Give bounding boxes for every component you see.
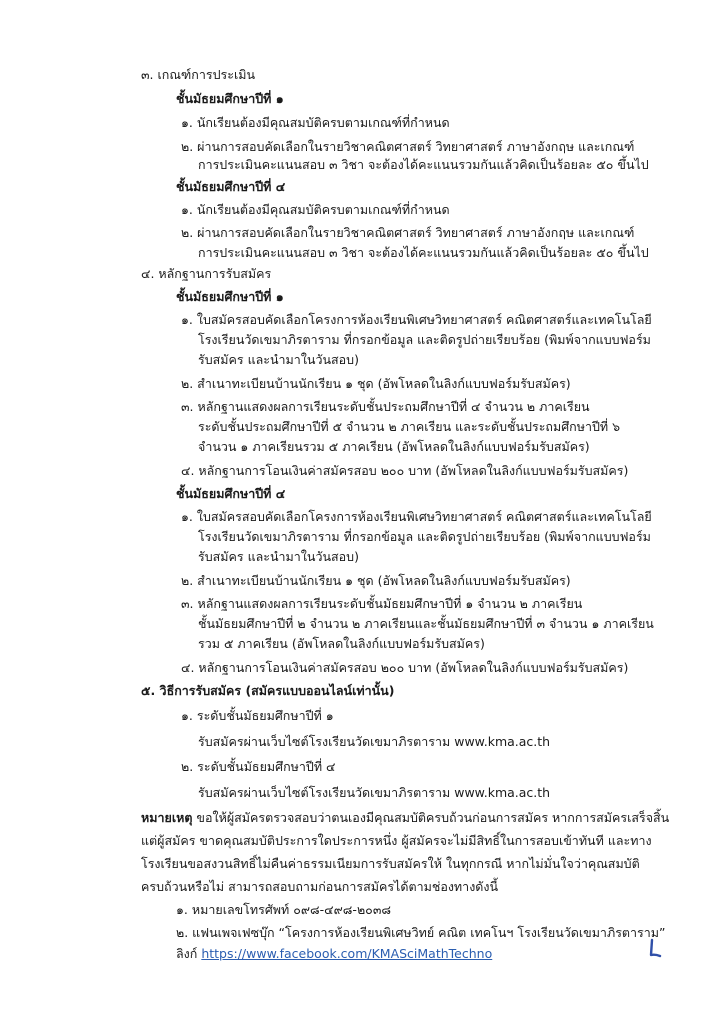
facebook-link[interactable]: https://www.facebook.com/KMASciMathTechno [201,946,493,961]
s5-level-1: ๑. ระดับชั้นมัธยมศึกษาปีที่ ๑ [181,708,334,723]
s3-m1-item-2-line-2: การประเมินคะแนนสอบ ๓ วิชา จะต้องได้คะแนนรวมกันแล้วคิดเป็นร้อยละ ๕๐ ขึ้นไป [198,157,649,172]
s3-m4-item-2-line-1: ๒. ผ่านการสอบคัดเลือกในรายวิชาคณิตศาสตร์ วิทยาศาสตร์ ภาษาอังกฤษ และเกณฑ์ [181,225,635,240]
note-label: หมายเหตุ [141,810,193,825]
s5-level-2-website: รับสมัครผ่านเว็บไซต์โรงเรียนวัดเขมาภิรตาราม www.kma.ac.th [198,785,551,800]
s4-m1-item-3-line-2: ระดับชั้นประถมศึกษาปีที่ ๕ จำนวน ๒ ภาคเรียน และระดับชั้นประถมศึกษาปีที่ ๖ [198,419,621,434]
s3-m1-item-2-line-1: ๒. ผ่านการสอบคัดเลือกในรายวิชาคณิตศาสตร์ วิทยาศาสตร์ ภาษาอังกฤษ และเกณฑ์ [181,139,635,154]
s4-m1-item-1-line-1: ๑. ใบสมัครสอบคัดเลือกโครงการห้องเรียนพิเศษวิทยาศาสตร์ คณิตศาสตร์และเทคโนโลยี [181,312,652,327]
s4-m4-item-3-line-2: ชั้นมัธยมศึกษาปีที่ ๒ จำนวน ๒ ภาคเรียนและชั้นมัธยมศึกษาปีที่ ๓ จำนวน ๑ ภาคเรียน [198,616,654,631]
s4-m4-item-1-line-2: โรงเรียนวัดเขมาภิรตาราม ที่กรอกข้อมูล และติดรูปถ่ายเรียบร้อย (พิมพ์จากแบบฟอร์ม [198,529,651,544]
section-4-heading: ๔. หลักฐานการรับสมัคร [141,266,272,281]
s4-m1-item-1-line-2: โรงเรียนวัดเขมาภิรตาราม ที่กรอกข้อมูล และติดรูปถ่ายเรียบร้อย (พิมพ์จากแบบฟอร์ม [198,332,651,347]
s4-m1-item-3-line-3: จำนวน ๑ ภาคเรียนรวม ๕ ภาคเรียน (อัพโหลดในลิงก์แบบฟอร์มรับสมัคร) [198,439,590,454]
note-line-2: แต่ผู้สมัคร ขาดคุณสมบัติประการใดประการหนึ่ง ผู้สมัครจะไม่มีสิทธิ์ในการสอบเข้าทันที และทาง [141,833,652,848]
s4-m4-item-1-line-1: ๑. ใบสมัครสอบคัดเลือกโครงการห้องเรียนพิเศษวิทยาศาสตร์ คณิตศาสตร์และเทคโนโลยี [181,509,652,524]
s4-m4-item-3-line-1: ๓. หลักฐานแสดงผลการเรียนระดับชั้นมัธยมศึกษาปีที่ ๑ จำนวน ๒ ภาคเรียน [181,596,583,611]
s4-m1-item-1-line-3: รับสมัคร และนำมาในวันสอบ) [198,352,359,367]
s3-m4-item-1: ๑. นักเรียนต้องมีคุณสมบัติครบตามเกณฑ์ที่กำหนด [181,202,450,217]
s4-m1-item-3-line-1: ๓. หลักฐานแสดงผลการเรียนระดับชั้นประถมศึกษาปีที่ ๔ จำนวน ๒ ภาคเรียน [181,399,590,414]
contact-link-label: ลิงก์ [176,946,202,961]
note-line-4: ครบถ้วนหรือไม่ สามารถสอบถามก่อนการสมัครได้ตามช่องทางดังนี้ [141,879,499,894]
s3-m4-item-2-line-2: การประเมินคะแนนสอบ ๓ วิชา จะต้องได้คะแนนรวมกันแล้วคิดเป็นร้อยละ ๕๐ ขึ้นไป [198,245,649,260]
s3-m4-title: ชั้นมัธยมศึกษาปีที่ ๔ [176,179,286,194]
s4-m1-item-2: ๒. สำเนาทะเบียนบ้านนักเรียน ๑ ชุด (อัพโหลดในลิงก์แบบฟอร์มรับสมัคร) [181,376,571,391]
s4-m4-item-4: ๔. หลักฐานการโอนเงินค่าสมัครสอบ ๒๐๐ บาท (อัพโหลดในลิงก์แบบฟอร์มรับสมัคร) [181,660,629,675]
note-line-1 [141,810,669,826]
handwritten-mark-icon [648,938,662,960]
s4-m4-item-3-line-3: รวม ๕ ภาคเรียน (อัพโหลดในลิงก์แบบฟอร์มรับสมัคร) [198,636,485,651]
section-5-heading: ๕. วิธีการรับสมัคร (สมัครแบบออนไลน์เท่านั้น) [141,683,395,698]
s4-m1-title: ชั้นมัธยมศึกษาปีที่ ๑ [176,289,284,304]
note-text-1: ขอให้ผู้สมัครตรวจสอบว่าตนเองมีคุณสมบัติครบถ้วนก่อนการสมัคร หากการสมัครเสร็จสิ้น [192,810,670,825]
s3-m1-title: ชั้นมัธยมศึกษาปีที่ ๑ [176,91,284,106]
s5-level-2: ๒. ระดับชั้นมัธยมศึกษาปีที่ ๔ [181,759,336,774]
s5-level-1-website: รับสมัครผ่านเว็บไซต์โรงเรียนวัดเขมาภิรตาราม www.kma.ac.th [198,734,551,749]
s4-m4-title: ชั้นมัธยมศึกษาปีที่ ๔ [176,486,286,501]
contact-link-line [176,946,492,962]
section-3-heading: ๓. เกณฑ์การประเมิน [141,67,256,82]
s4-m4-item-2: ๒. สำเนาทะเบียนบ้านนักเรียน ๑ ชุด (อัพโหลดในลิงก์แบบฟอร์มรับสมัคร) [181,573,571,588]
s3-m1-item-1: ๑. นักเรียนต้องมีคุณสมบัติครบตามเกณฑ์ที่กำหนด [181,115,450,130]
note-line-3: โรงเรียนขอสงวนสิทธิ์ไม่คืนค่าธรรมเนียมการรับสมัครให้ ในทุกกรณี หากไม่มั่นใจว่าคุณสมบัติ [141,856,640,871]
contact-phone: ๑. หมายเลขโทรศัพท์ ๐๙๘-๔๙๘-๒๐๓๘ [176,902,392,917]
s4-m1-item-4: ๔. หลักฐานการโอนเงินค่าสมัครสอบ ๒๐๐ บาท (อัพโหลดในลิงก์แบบฟอร์มรับสมัคร) [181,463,629,478]
contact-fanpage: ๒. แฟนเพจเฟซบุ๊ก “โครงการห้องเรียนพิเศษวิทย์ คณิต เทคโนฯ โรงเรียนวัดเขมาภิรตาราม” [176,925,666,940]
s4-m4-item-1-line-3: รับสมัคร และนำมาในวันสอบ) [198,549,359,564]
